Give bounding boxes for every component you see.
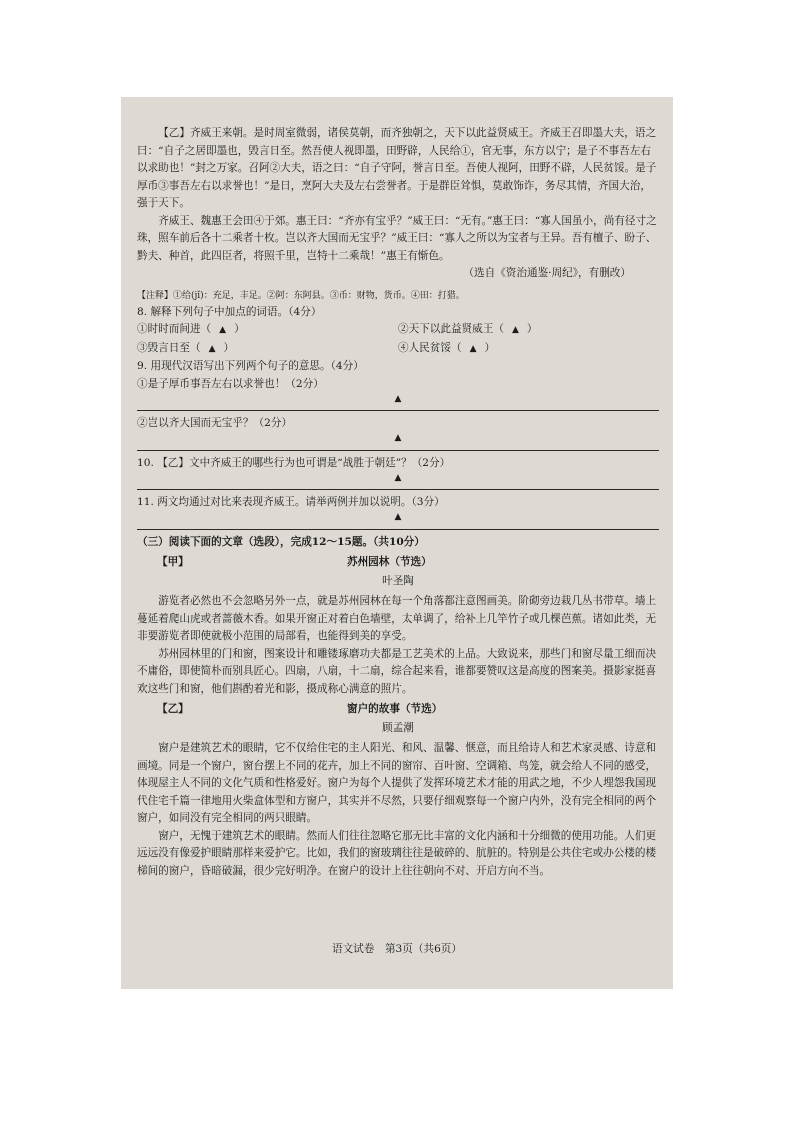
passage-b-paragraph-1: 【乙】齐威王来朝。是时周室微弱，诸侯莫朝，而齐独朝之，天下以此益贤威王。齐威王召即墨大夫，语之曰：“自子之居即墨也，毁言日至。然吾使人视即墨，田野辟，人民给①，官无事，东方以宁；是子不事吾左右以求助也！”封之万家。召阿②大夫，语之曰：“自子守阿，誉言日至。吾使人视阿，田野不辟，人民贫馁。是子厚币③事吾左右以求誉也！”是日，烹阿大夫及左右尝誉者。于是群臣耸惧，莫敢饰诈，务尽其情，齐国大治，强于天下。 xyxy=(137,127,657,209)
question-10: 10. 【乙】文中齐威王的哪些行为也可谓是“战胜于朝廷”？（2分） xyxy=(137,456,451,469)
answer-triangle[interactable]: ▲ xyxy=(511,325,519,335)
answer-triangle: ▲ xyxy=(394,393,402,404)
answer-line[interactable] xyxy=(137,472,659,490)
question-9-sentence-2: ②岂以齐大国而无宝乎？（2分） xyxy=(137,417,293,429)
exam-page xyxy=(121,97,673,989)
answer-triangle: ▲ xyxy=(394,512,402,522)
passage-b2-title-row xyxy=(137,701,659,719)
q8-item-3: ③毁言日至 xyxy=(137,341,190,354)
answer-line[interactable] xyxy=(137,512,659,530)
question-8-stem: 8. 解释下列句子中加点的词语。（4分） xyxy=(137,305,322,318)
q8-item-2: ②天下以此益贤威王（ xyxy=(398,323,504,335)
passage-b2-tag: 【乙】 xyxy=(157,703,189,715)
question-8-row-2: ③毁言日至（ ▲ ） ④人民贫馁（ ▲ ） xyxy=(137,340,659,359)
passage-b2-title: 窗户的故事（节选） xyxy=(347,703,443,715)
passage-a-paragraph-1: 游览者必然也不会忽略另外一点，就是苏州园林在每一个角落都注意图画美。阶砌旁边栽几丛书带草。墙上蔓延着爬山虎或者蔷薇木香。如果开窗正对着白色墙壁，太单调了，给补上几竿竹子或几棵芭蕉。诸如此类，无非要游览者即使就极小范围的局部看，也能得到美的享受。 xyxy=(137,595,657,642)
question-9-stem: 9. 用现代汉语写出下列两个句子的意思。（4分） xyxy=(137,360,364,372)
passage-a-paragraph-2: 苏州园林里的门和窗，图案设计和雕镂琢磨功夫都是工艺美术的上品。大致说来，那些门和窗尽量工细而决不庸俗，即使简朴而别具匠心。四扇，八扇，十二扇，综合起来看，谁都要赞叹这是高度的图案美。摄影家挺喜欢这些门和窗，他们斟酌着光和影，摄成称心满意的照片。 xyxy=(137,647,657,695)
answer-triangle[interactable]: ▲ xyxy=(469,343,477,354)
q8-item-4: ④人民贫馁 xyxy=(398,341,451,354)
passage-b2-paragraph-2: 窗户，无愧于建筑艺术的眼睛。然而人们往往忽略它那无比丰富的文化内涵和十分细微的使用功能。人们更远远没有像爱护眼睛那样来爱护它。比如，我们的窗玻璃往往是破碎的、肮脏的。特别是公共住宅或办公楼的楼梯间的窗户，昏暗破漏，很少完好明净。在窗户的设计上往往朝向不对、开启方向不当。 xyxy=(137,829,657,877)
passage-a-author: 叶圣陶 xyxy=(382,574,414,587)
section-3-heading: （三）阅读下面的文章（选段），完成12～15题。（共10分） xyxy=(137,535,425,548)
answer-triangle[interactable]: ▲ xyxy=(208,343,216,354)
answer-triangle: ▲ xyxy=(394,433,402,443)
question-8-row-1: ①时时而间进（ ▲ ） ②天下以此益贤威王（ ▲ ） xyxy=(137,321,659,340)
passage-b2-paragraph-1: 窗户是建筑艺术的眼睛，它不仅给住宅的主人阳光、和风、温馨、惬意，而且给诗人和艺术家灵感、诗意和画境。同是一个窗户，窗台摆上不同的花卉，加上不同的窗帘、百叶窗、空调箱、鸟笼，就会给人不同的感受，体现屋主人不同的文化气质和性格爱好。窗户为每个人提供了发挥环境艺术才能的用武之地，不少人埋怨我国现代住宅千篇一律地用火柴盒体型和方窗户，其实并不尽然，只要仔细观察每一个窗户内外，没有完全相同的两个窗户，如同没有完全相同的两只眼睛。 xyxy=(137,742,657,824)
passage-a-tag: 【甲】 xyxy=(157,556,189,568)
passage-a-title-row xyxy=(137,554,659,572)
passage-b2-author: 顾孟潮 xyxy=(382,721,414,734)
passage-a-title: 苏州园林（节选） xyxy=(347,556,432,568)
q8-item-1: ①时时而间进（ xyxy=(137,323,212,335)
answer-line[interactable] xyxy=(137,393,659,411)
question-9-sentence-1: ①是子厚币事吾左右以求誉也！（2分） xyxy=(137,377,324,390)
question-11: 11. 两文均通过对比来表现齐威王。请举两例并加以说明。（3分） xyxy=(137,496,445,508)
passage-b-note: 【注释】①给(jǐ)：充足，丰足。②阿：东阿县。③币：财物，货币。④田：打猎。 xyxy=(137,290,465,301)
passage-b-paragraph-2: 齐威王、魏惠王会田④于郊。惠王曰：“齐亦有宝乎？”威王曰：“无有。”惠王曰：“寡人国虽小，尚有径寸之珠，照车前后各十二乘者十枚。岂以齐大国而无宝乎？”威王曰：“寡人之所以为宝者与王异。吾有檀子、盼子、黔夫、种首，此四臣者，将照千里，岂特十二乘哉！”惠王有惭色。 xyxy=(137,214,657,262)
page-footer: 语文试卷 第3页（共6页） xyxy=(331,943,462,955)
answer-triangle[interactable]: ▲ xyxy=(219,325,227,335)
answer-line[interactable] xyxy=(137,433,659,451)
answer-triangle: ▲ xyxy=(394,472,402,483)
passage-b-source: （选自《资治通鉴·周纪》，有删改） xyxy=(463,267,631,279)
